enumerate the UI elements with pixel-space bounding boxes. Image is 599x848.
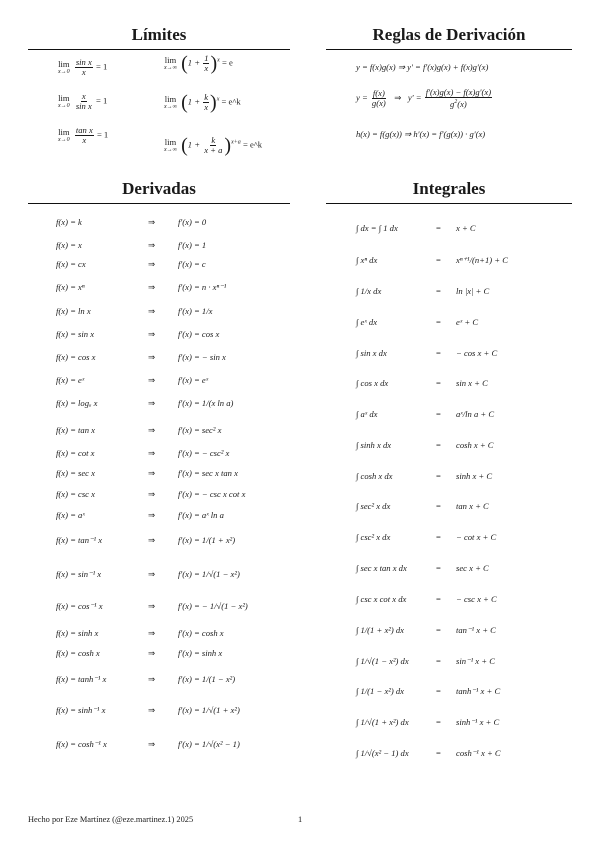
derivative-result: f′(x) = 0 [178, 217, 207, 227]
equals-sign: = [436, 625, 441, 635]
product-rule: y = f(x)g(x) ⇒ y′ = f′(x)g(x) + f(x)g′(x) [356, 62, 489, 72]
integral-expression: ∫ 1/(1 + x²) dx [356, 625, 404, 635]
derivative-result: f′(x) = 1/(1 + x²) [178, 535, 236, 545]
derivative-result: f′(x) = eˣ [178, 375, 209, 385]
equals-sign: = [436, 471, 441, 481]
limit-x-over-sinx: lim x→0 $\frac{x}{\text{sin x}}$ = 1 [58, 91, 108, 111]
derivative-function: f(x) = k [56, 217, 82, 227]
equals-sign: = [436, 409, 441, 419]
rules-section [326, 24, 572, 56]
derivative-function: f(x) = sinh x [56, 628, 99, 638]
derivative-result: f′(x) = cosh x [178, 628, 224, 638]
implies-arrow: ⇒ [148, 705, 156, 715]
derivative-result: f′(x) = − csc x cot x [178, 489, 246, 499]
equals-sign: = [436, 563, 441, 573]
limit-e-to-k: lim x→∞ (1 + $\frac{k}{x}$ )$^x$ = e^k [164, 91, 241, 114]
derivative-result: f′(x) = cos x [178, 329, 220, 339]
derivatives-rule [28, 203, 290, 204]
equals-sign: = [436, 532, 441, 542]
equals-sign: = [436, 317, 441, 327]
implies-arrow: ⇒ [148, 510, 156, 520]
derivative-function: f(x) = cot x [56, 448, 95, 458]
implies-arrow: ⇒ [148, 306, 156, 316]
implies-arrow: ⇒ [148, 448, 156, 458]
derivative-result: f′(x) = 1/(1 − x²) [178, 674, 236, 684]
derivative-function: f(x) = xⁿ [56, 282, 85, 292]
implies-arrow: ⇒ [148, 398, 156, 408]
implies-arrow: ⇒ [148, 259, 156, 269]
integral-expression: ∫ 1/√(1 + x²) dx [356, 717, 409, 727]
derivative-function: f(x) = sin⁻¹ x [56, 569, 102, 579]
integral-result: − csc x + C [456, 594, 497, 604]
derivative-function: f(x) = sec x [56, 468, 95, 478]
integral-result: tanh⁻¹ x + C [456, 686, 501, 696]
equals-sign: = [436, 223, 441, 233]
equals-sign: = [436, 717, 441, 727]
integral-expression: ∫ aˣ dx [356, 409, 378, 419]
integral-result: xⁿ⁺¹/(n+1) + C [456, 255, 508, 265]
implies-arrow: ⇒ [148, 489, 156, 499]
limits-section [28, 24, 290, 56]
derivative-result: f′(x) = 1/(x ln a) [178, 398, 234, 408]
integral-result: ln |x| + C [456, 286, 490, 296]
derivative-function: f(x) = logₐ x [56, 398, 98, 408]
integral-result: sinh⁻¹ x + C [456, 717, 500, 727]
integral-expression: ∫ cos x dx [356, 378, 389, 388]
implies-arrow: ⇒ [148, 468, 156, 478]
derivative-result: f′(x) = 1/x [178, 306, 213, 316]
derivative-result: f′(x) = sec x tan x [178, 468, 238, 478]
limit-sinx-over-x: lim x→0 $\frac{\text{sin x}}{x}$ = 1 [58, 57, 108, 77]
limits-rule [28, 49, 290, 50]
integral-result: sec x + C [456, 563, 489, 573]
integral-result: cosh x + C [456, 440, 494, 450]
derivative-result: f′(x) = n · xⁿ⁻¹ [178, 282, 227, 292]
integral-expression: ∫ 1/√(1 − x²) dx [356, 656, 409, 666]
implies-arrow: ⇒ [148, 425, 156, 435]
equals-sign: = [436, 686, 441, 696]
implies-arrow: ⇒ [148, 674, 156, 684]
derivative-result: f′(x) = 1 [178, 240, 207, 250]
derivative-result: f′(x) = 1/√(1 + x²) [178, 705, 240, 715]
equals-sign: = [436, 501, 441, 511]
integral-expression: ∫ xⁿ dx [356, 255, 378, 265]
derivative-function: f(x) = ln x [56, 306, 91, 316]
equals-sign: = [436, 440, 441, 450]
limit-tanx-over-x: lim x→0 $\frac{\text{tan x}}{x}$ = 1 [58, 125, 109, 145]
derivative-function: f(x) = tanh⁻¹ x [56, 674, 107, 684]
limits-title: Límites [131, 25, 187, 44]
integral-result: eˣ + C [456, 317, 479, 327]
implies-arrow: ⇒ [148, 648, 156, 658]
derivative-function: f(x) = x [56, 240, 82, 250]
derivative-function: f(x) = cosh x [56, 648, 100, 658]
integrals-section [326, 178, 572, 210]
integral-result: − cos x + C [456, 348, 498, 358]
integral-result: tan⁻¹ x + C [456, 625, 496, 635]
implies-arrow: ⇒ [148, 282, 156, 292]
implies-arrow: ⇒ [148, 628, 156, 638]
derivative-function: f(x) = tan⁻¹ x [56, 535, 103, 545]
implies-arrow: ⇒ [148, 601, 156, 611]
derivative-function: f(x) = cosh⁻¹ x [56, 739, 107, 749]
implies-arrow: ⇒ [148, 217, 156, 227]
implies-arrow: ⇒ [148, 375, 156, 385]
integral-expression: ∫ 1/(1 − x²) dx [356, 686, 404, 696]
derivative-result: f′(x) = aˣ ln a [178, 510, 224, 520]
derivative-result: f′(x) = − 1/√(1 − x²) [178, 601, 248, 611]
chain-rule: h(x) = f(g(x)) ⇒ h′(x) = f′(g(x)) · g′(x) [356, 129, 486, 139]
quotient-rule: y = $\frac{f(x)}{g(x)}$ ⇒ y′ = $\frac{f'(x)g(x) - f(x)g'(x)}{g^2(x)}$ [356, 87, 492, 109]
rules-rule [326, 49, 572, 50]
derivative-result: f′(x) = sec² x [178, 425, 222, 435]
equals-sign: = [436, 378, 441, 388]
derivative-function: f(x) = cx [56, 259, 86, 269]
derivative-result: f′(x) = − sin x [178, 352, 226, 362]
integral-result: x + C [456, 223, 476, 233]
derivative-function: f(x) = cos⁻¹ x [56, 601, 103, 611]
integrals-rule [326, 203, 572, 204]
derivative-result: f′(x) = c [178, 259, 206, 269]
equals-sign: = [436, 255, 441, 265]
footer-credit: Hecho por Eze Martínez (@eze.martinez.1) 2025 [28, 815, 194, 824]
derivatives-title: Derivadas [122, 179, 196, 198]
integral-result: tan x + C [456, 501, 489, 511]
implies-arrow: ⇒ [148, 352, 156, 362]
integral-expression: ∫ 1/x dx [356, 286, 382, 296]
derivative-function: f(x) = sin x [56, 329, 95, 339]
integral-result: sin x + C [456, 378, 488, 388]
rules-title: Reglas de Derivación [372, 25, 526, 44]
equals-sign: = [436, 656, 441, 666]
derivative-function: f(x) = csc x [56, 489, 95, 499]
integral-result: aˣ/ln a + C [456, 409, 495, 419]
integral-expression: ∫ sin x dx [356, 348, 387, 358]
derivative-result: f′(x) = sinh x [178, 648, 223, 658]
limit-e-to-k-shifted: lim x→∞ (1 + $\frac{k}{x + a}$ )$^{x+a}$ = e^k [164, 134, 263, 157]
integral-expression: ∫ 1/√(x² − 1) dx [356, 748, 409, 758]
integral-result: − cot x + C [456, 532, 497, 542]
equals-sign: = [436, 748, 441, 758]
integral-expression: ∫ csc² x dx [356, 532, 391, 542]
integral-expression: ∫ sec x tan x dx [356, 563, 407, 573]
integral-result: sinh x + C [456, 471, 493, 481]
integral-expression: ∫ sec² x dx [356, 501, 391, 511]
limit-e-definition: lim x→∞ (1 + $\frac{1}{x}$ )$^x$ = e [164, 52, 233, 75]
derivative-function: f(x) = cos x [56, 352, 96, 362]
derivative-result: f′(x) = − csc² x [178, 448, 230, 458]
equals-sign: = [436, 594, 441, 604]
equals-sign: = [436, 286, 441, 296]
derivative-function: f(x) = eˣ [56, 375, 85, 385]
derivative-function: f(x) = sinh⁻¹ x [56, 705, 106, 715]
integral-result: sin⁻¹ x + C [456, 656, 495, 666]
integral-expression: ∫ csc x cot x dx [356, 594, 407, 604]
derivative-result: f′(x) = 1/√(1 − x²) [178, 569, 240, 579]
integral-expression: ∫ eˣ dx [356, 317, 378, 327]
implies-arrow: ⇒ [148, 329, 156, 339]
derivatives-section [28, 178, 290, 210]
derivative-result: f′(x) = 1/√(x² − 1) [178, 739, 240, 749]
integral-expression: ∫ sinh x dx [356, 440, 392, 450]
integral-result: cosh⁻¹ x + C [456, 748, 501, 758]
derivative-function: f(x) = tan x [56, 425, 95, 435]
implies-arrow: ⇒ [148, 535, 156, 545]
derivative-function: f(x) = aˣ [56, 510, 85, 520]
implies-arrow: ⇒ [148, 569, 156, 579]
page-number: 1 [298, 815, 303, 824]
integrals-title: Integrales [412, 179, 486, 198]
implies-arrow: ⇒ [148, 240, 156, 250]
equals-sign: = [436, 348, 441, 358]
integral-expression: ∫ cosh x dx [356, 471, 393, 481]
integral-expression: ∫ dx = ∫ 1 dx [356, 223, 398, 233]
implies-arrow: ⇒ [148, 739, 156, 749]
